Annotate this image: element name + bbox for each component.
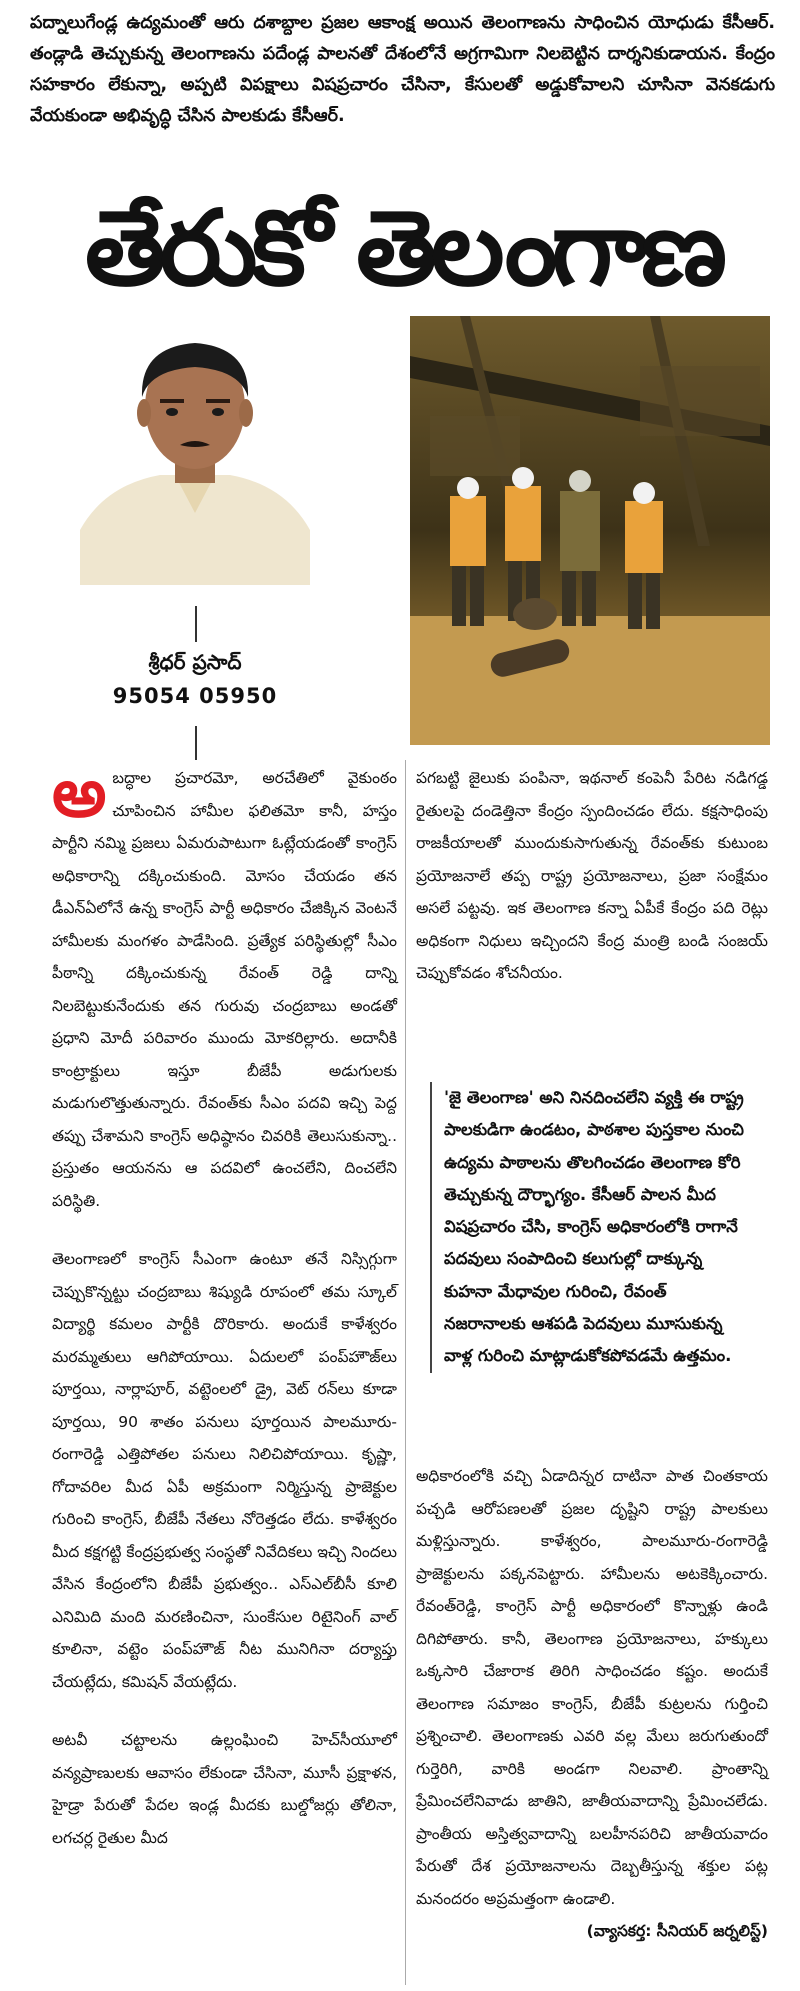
tunnel-rescue-illustration [410,316,770,745]
column-divider [405,760,406,1985]
drop-cap: అ [52,754,107,833]
author-name: శ్రీధర్ ప్రసాద్ [148,650,242,674]
article-right-column-lower [416,1460,768,1948]
pull-quote: 'జై తెలంగాణ' అని నినదించలేని వ్యక్తి ఈ రాష్ట్ర పాలకుడిగా ఉండటం, పాఠశాల పుస్తకాల నుంచి ఉద్యమ పాఠాలను తొలగించడం తెలంగాణ కోరి తెచ్చుకున్న దౌర్భాగ్యం. కేసీఆర్ పాలన మీద విషప్రచారం చేసి, కాంగ్రెస్ అధికారంలోకి రాగానే పదవులు సంపాదించి కలుగుల్లో దాక్కున్న కుహనా మేధావుల గురించి, రేవంత్ నజరానాలకు ఆశపడి పెదవులు మూసుకున్న వాళ్ల గురించి మాట్లాడుకోకపోవడమే ఉత్తమం. [430,1082,744,1373]
author-credit: (వ్యాసకర్త: సీనియర్ జర్నలిస్ట్) [586,1922,768,1940]
headline: తేరుకో తెలంగాణ [84,187,722,309]
construction-site-photo [410,316,770,745]
paragraph-1 [52,754,397,1217]
intro-blurb: పద్నాలుగేండ్ల ఉద్యమంతో ఆరు దశాబ్దాల ప్రజల ఆకాంక్ష అయిన తెలంగాణను సాధించిన యోధుడు కేసీఆర్. తండ్లాడి తెచ్చుకున్న తెలంగాణను పదేండ్ల పాలనతో దేశంలోనే అగ్రగామిగా నిలబెట్టిన దార్శనికుడాయన. కేంద్రం సహకారం లేకున్నా, అప్పటి విపక్షాలు విషప్రచారం చేసినా, కేసులతో అడ్డుకోవాలని చూసినా వెనకడుగు వేయకుండా అభివృద్ధి చేసిన పాలకుడు కేసీఆర్. [30,13,775,126]
author-phone: 95054 05950 [112,684,278,708]
paragraph-1-text: బద్ధాల ప్రచారమో, అరచేతిలో వైకుంఠం చూపించిన హామీల ఫలితమో కానీ, హస్తం పార్టీని నమ్మి ప్రజలు ఏమరుపాటుగా ఓట్లేయడంతో కాంగ్రెస్ అధికారాన్ని దక్కించుకుంది. మోసం చేయడం తన డీఎన్ఏలోనే ఉన్న కాంగ్రెస్ పార్టీ అధికారం చేజిక్కిన వెంటనే హామీలకు మంగళం పాడేసింది. ప్రత్యేక పరిస్థితుల్లో సీఎం పీఠాన్ని దక్కించుకున్న రేవంత్ రెడ్డి దాన్ని నిలబెట్టుకునేందుకు తన గురువు చంద్రబాబు అండతో ప్రధాని మోదీ పరివారం ముందు మోకరిల్లారు. అదానీకి కాంట్రాక్టులు ఇస్తూ బీజేపీ అడుగులకు మడుగులొత్తుతున్నారు. రేవంత్‌కు సీఎం పదవి ఇచ్చి పెద్ద తప్పు చేశామని కాంగ్రెస్ అధిష్ఠానం చివరికి తెలుసుకున్నా.. ప్రస్తుతం ఆయనను ఆ పదవిలో ఉంచలేని, దించలేని పరిస్థితి. [52,769,397,1210]
author-portrait-illustration [80,325,310,585]
article-left-column [52,754,397,1854]
paragraph-2: తెలంగాణలో కాంగ్రెస్ సీఎంగా ఉంటూ తనే నిస్సిగ్గుగా చెప్పుకొన్నట్టు చంద్రబాబు శిష్యుడి రూపంలో తమ స్కూల్ విద్యార్థి కమలం పార్టీకి దొరికారు. అందుకే కాళేశ్వరం మరమ్మతులు ఆగిపోయాయి. ఏదులలో పంప్‌హౌజ్‌లు పూర్తయి, నార్లాపూర్, వట్టెంలలో డ్రై, వెట్ రన్‌లు కూడా పూర్తయి, 90 శాతం పనులు పూర్తయిన పాలమూరు- రంగారెడ్డి ఎత్తిపోతల పనులు నిలిచిపోయాయి. కృష్ణా, గోదావరిల మీద ఏపీ అక్రమంగా నిర్మిస్తున్న ప్రాజెక్టుల గురించి కాంగ్రెస్, బీజేపీ నేతలు నోరెత్తడం లేదు. కాళేశ్వరం మీద కక్షగట్టి కేంద్రప్రభుత్వ సంస్థతో నివేదికలు ఇచ్చి నిందలు వేసిన కేంద్రంలోని బీజేపీ ప్రభుత్వం.. ఎస్ఎల్‌బీసీ కూలి ఎనిమిది మంది మరణించినా, సుంకేసుల రిటైనింగ్ వాల్ కూలినా, వట్టెం పంప్‌హౌజ్ నీట మునిగినా దర్యాప్తు చేయట్లేదు, కమిషన్ వేయట్లేదు. [52,1250,397,1691]
paragraph-3: అటవీ చట్టాలను ఉల్లంఘించి హెచ్‌సీయూలో వన్యప్రాణులకు ఆవాసం లేకుండా చేసినా, మూసీ ప్రక్షాళన, హైడ్రా పేరుతో పేదల ఇండ్ల మీదకు బుల్డోజర్లు తోలినా, లగచర్ల రైతుల మీద [52,1731,397,1847]
author-divider-bottom [195,726,197,760]
paragraph-4: పగబట్టి జైలుకు పంపినా, ఇథనాల్ కంపెనీ పేరిట నడిగడ్డ రైతులపై దండెత్తినా కేంద్రం స్పందించడం లేదు. కక్షసాధింపు రాజకీయాలతో ముందుకుసాగుతున్న రేవంత్‌కు కుటుంబ ప్రయోజనాలే తప్ప రాష్ట్ర ప్రయోజనాలు, ప్రజా సంక్షేమం అసలే పట్టవు. ఇక తెలంగాణ కన్నా ఏపీకే కేంద్రం పది రెట్లు అధికంగా నిధులు ఇచ్చిందని కేంద్ర మంత్రి బండి సంజయ్ చెప్పుకోవడం శోచనీయం. [416,769,768,982]
article-right-column [416,762,768,990]
paragraph-5: అధికారంలోకి వచ్చి ఏడాదిన్నర దాటినా పాత చింతకాయ పచ్చడి ఆరోపణలతో ప్రజల దృష్టిని రాష్ట్ర పాలకులు మళ్లిస్తున్నారు. కాళేశ్వరం, పాలమూరు-రంగారెడ్డి ప్రాజెక్టులను పక్కనపెట్టారు. హామీలను అటకెక్కించారు. రేవంత్‌రెడ్డి, కాంగ్రెస్ పార్టీ అధికారంలో కొన్నాళ్లు ఉండి దిగిపోతారు. కానీ, తెలంగాణ ప్రయోజనాలు, హక్కులు ఒక్కసారి చేజారాక తిరిగి సాధించడం కష్టం. అందుకే తెలంగాణ సమాజం కాంగ్రెస్, బీజేపీ కుట్రలను గుర్తించి ప్రశ్నించాలి. తెలంగాణకు ఎవరి వల్ల మేలు జరుగుతుందో గుర్తెరిగి, వారికి అండగా నిలవాలి. ప్రాంతాన్ని ప్రేమించలేనివాడు జాతిని, జాతీయవాదాన్ని ప్రేమించలేడు. ప్రాంతీయ అస్తిత్వవాదాన్ని బలహీనపరిచి జాతీయవాదం పేరుతో దేశ ప్రయోజనాలను దెబ్బతీస్తున్న శక్తుల పట్ల మనందరం అప్రమత్తంగా ఉండాలి. [416,1467,768,1908]
author-divider-top [195,606,197,642]
author-photo [80,325,310,585]
